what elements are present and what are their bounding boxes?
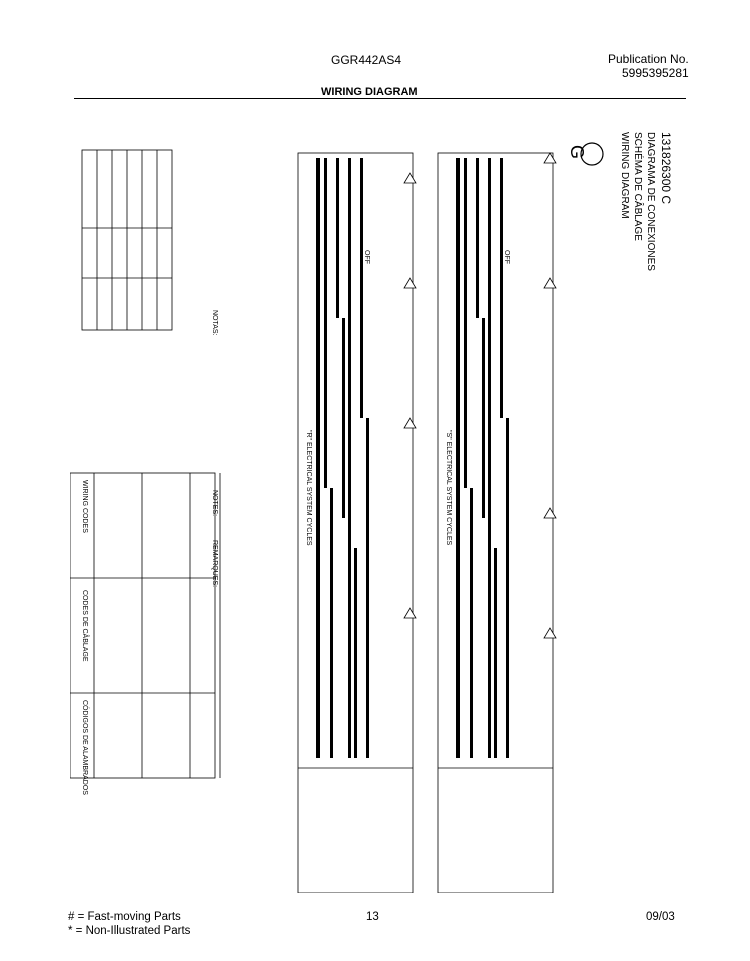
revision-date: 09/03 [646, 911, 675, 923]
wiring-diagram [70, 128, 690, 893]
warning-triangles [404, 153, 556, 638]
notas-label: NOTAS: [211, 310, 218, 336]
publication-label: Publication No. [608, 52, 689, 66]
diagram-title-en: WIRING DIAGRAM [619, 132, 630, 219]
page-number: 13 [366, 911, 379, 923]
s-off-label: OFF [503, 250, 510, 264]
r-off-label: OFF [363, 250, 370, 264]
publication-number: 5995395281 [621, 66, 689, 80]
r-cycles-chart [298, 153, 413, 893]
wiring-codes-table [70, 473, 215, 778]
g-logo: G [567, 145, 587, 160]
fast-moving-note: # = Fast-moving Parts [68, 911, 181, 923]
publication-info [608, 52, 689, 80]
s-cycles-chart [438, 153, 553, 893]
s-cycles-title: "S" ELECTRICAL SYSTEM CYCLES [445, 430, 452, 546]
header-rule [74, 98, 686, 99]
notes-label: NOTES: [211, 490, 218, 517]
model-number: GGR442AS4 [331, 53, 402, 67]
diagram-title-es: DIAGRAMA DE CONEXIONES [645, 132, 656, 271]
part-number: 131826300 C [659, 132, 673, 205]
r-cycle-bars [316, 158, 369, 758]
diagram-title-fr: SCHÉMA DE CÂBLAGE [632, 132, 643, 241]
wiring-codes-es: CÓDIGOS DE ALAMBRADOS [81, 700, 88, 795]
wiring-codes-fr: CODES DE CÂBLAGE [81, 590, 88, 662]
remarques-label: REMARQUES: [211, 540, 218, 588]
non-illustrated-note: * = Non-Illustrated Parts [68, 925, 191, 937]
s-cycle-bars [456, 158, 509, 758]
r-cycles-title: "R" ELECTRICAL SYSTEM CYCLES [305, 430, 312, 546]
page-title: WIRING DIAGRAM [321, 86, 418, 98]
wiring-codes-en: WIRING CODES [81, 480, 88, 533]
